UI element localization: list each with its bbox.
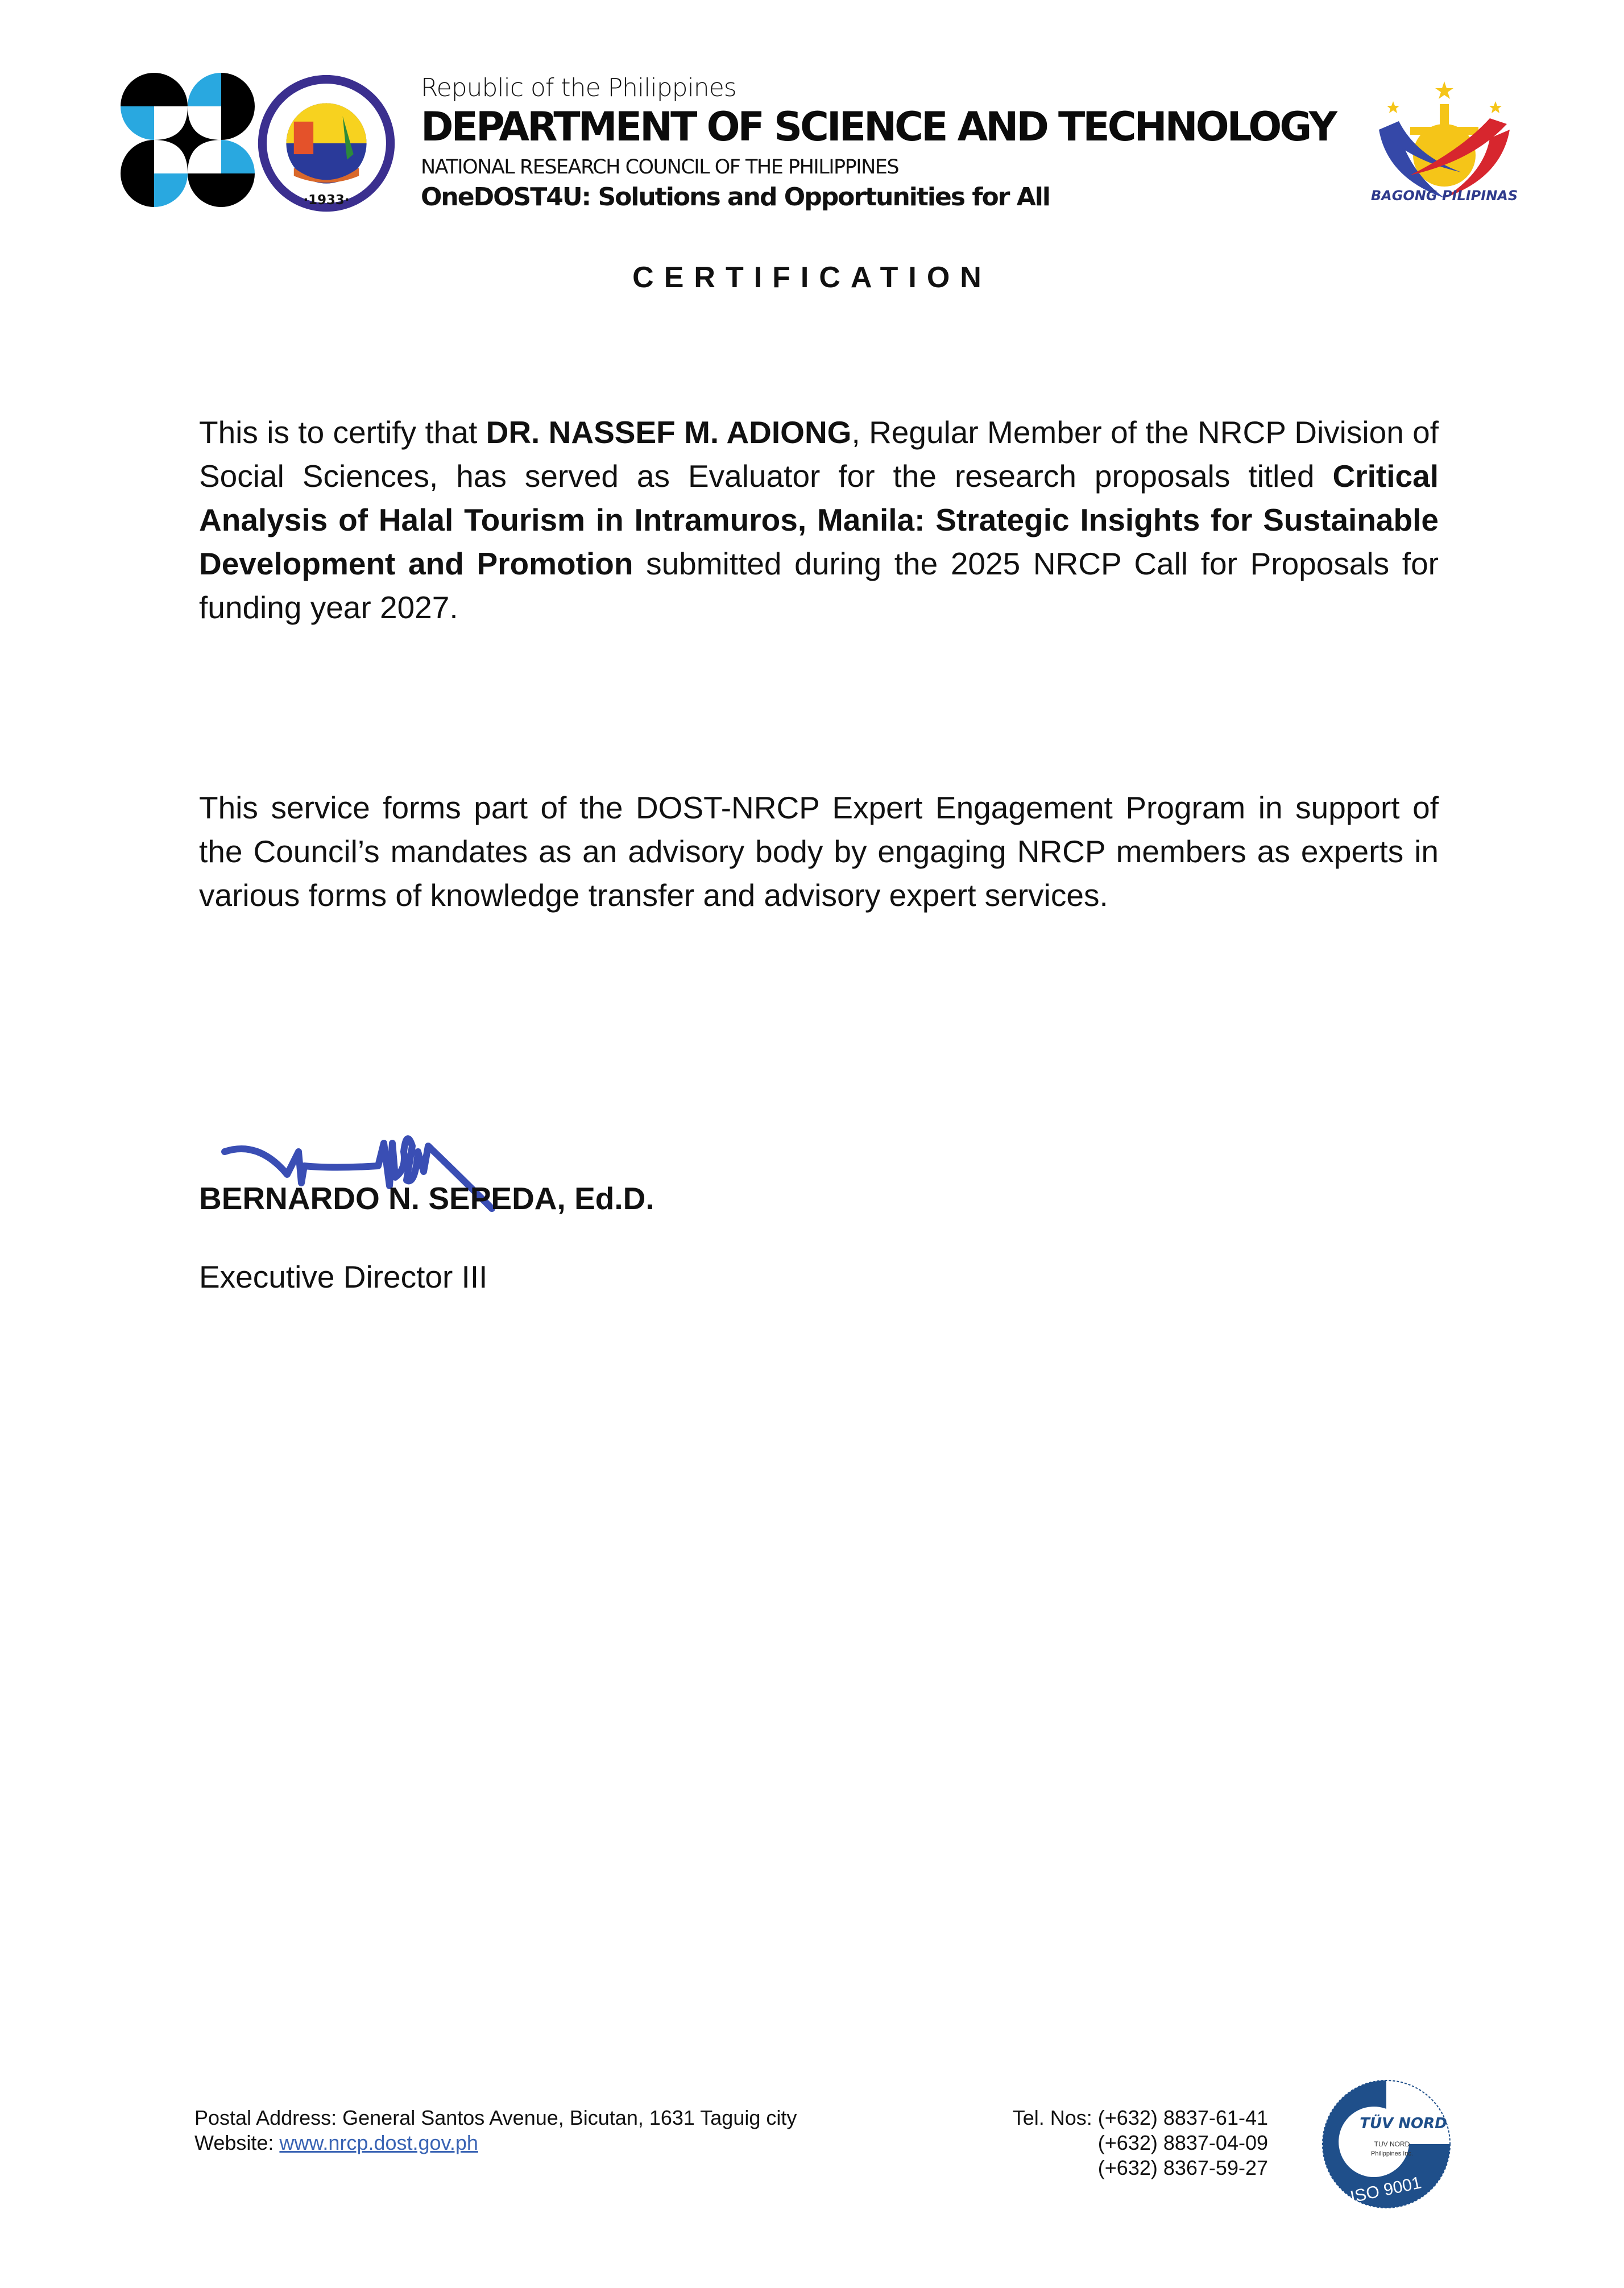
bagong-pilipinas-label: BAGONG PILIPINAS xyxy=(1370,188,1518,204)
agency-block xyxy=(421,74,1344,214)
role-text: , Regular Member of the NRCP Division of Social Sciences, has served as Evaluator for the research proposals titled xyxy=(199,415,1439,494)
seal-year: ·1933· xyxy=(303,192,350,208)
republic-label: Republic of the Philippines xyxy=(421,73,736,102)
signatory-position: Executive Director III xyxy=(199,1259,488,1294)
website-line xyxy=(194,2130,797,2155)
intro-text: This is to certify that xyxy=(199,415,486,450)
program-paragraph: This service forms part of the DOST-NRCP Expert Engagement Program in support of the Council’s mandates as an advisory body by engaging NRCP members as experts in various forms of knowledge transfer and advisory expert services. xyxy=(199,790,1439,913)
phone-line-1 xyxy=(989,2105,1268,2130)
nrcp-seal-icon xyxy=(255,73,398,214)
tagline: OneDOST4U: Solutions and Opportunities for All xyxy=(421,183,1050,212)
iso-brand: TÜV NORD xyxy=(1360,2115,1447,2132)
iso-company-line1: TUV NORD xyxy=(1374,2140,1410,2148)
signatory-name: BERNARDO N. SEPEDA, Ed.D. xyxy=(199,1181,654,1216)
postal-address: Postal Address: General Santos Avenue, Bicutan, 1631 Taguig city xyxy=(194,2106,797,2129)
tel-label: Tel. Nos: xyxy=(1012,2106,1098,2129)
website-link[interactable]: www.nrcp.dost.gov.ph xyxy=(279,2131,478,2154)
department-name: DEPARTMENT OF SCIENCE AND TECHNOLOGY xyxy=(421,104,1335,150)
submission-text: submitted during the 2025 NRCP Call for Proposals for funding year 2027. xyxy=(199,546,1439,625)
footer-contact xyxy=(194,2105,797,2155)
iso-9001-certification-icon xyxy=(1318,2076,1455,2212)
phone-number: (+632) 8837-61-41 xyxy=(1097,2106,1268,2129)
phone-number: (+632) 8367-59-27 xyxy=(1097,2156,1268,2179)
iso-company-line2: Philippines Inc. xyxy=(1371,2150,1413,2157)
proposal-title: Critical Analysis of Halal Tourism in Intramuros, Manila: Strategic Insights for Sustainable Development and Promotion xyxy=(199,458,1439,581)
council-name: NATIONAL RESEARCH COUNCIL OF THE PHILIPPINES xyxy=(421,156,899,179)
letterhead xyxy=(0,0,1624,239)
certification-paragraph xyxy=(199,411,1439,630)
iso-standard: ISO 9001 xyxy=(1348,2173,1423,2207)
website-label: Website: xyxy=(194,2131,280,2154)
phone-number: (+632) 8837-04-09 xyxy=(1097,2131,1268,2154)
document-title: CERTIFICATION xyxy=(632,261,992,294)
phone-numbers xyxy=(989,2105,1268,2181)
certified-person-name: DR. NASSEF M. ADIONG xyxy=(486,415,852,450)
dost-logo-icon xyxy=(121,73,255,207)
